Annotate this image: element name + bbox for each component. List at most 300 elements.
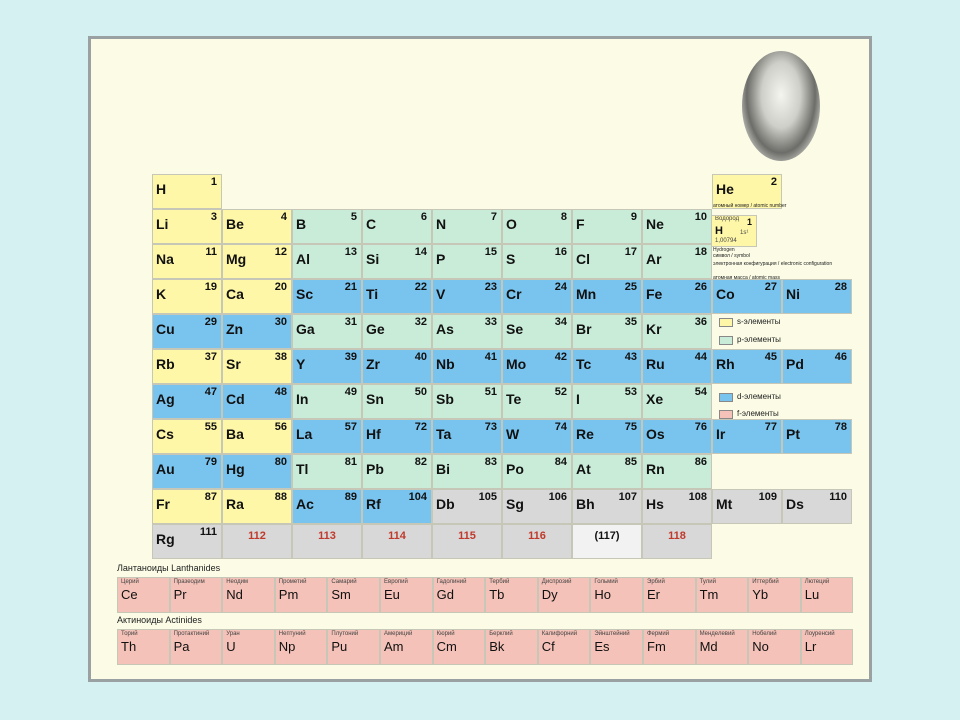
atomic-number: 33	[484, 316, 497, 328]
actinides-Th	[117, 629, 170, 665]
element-symbol: Es	[594, 639, 610, 654]
legend-label: p-элементы	[737, 335, 781, 344]
atomic-number: 109	[758, 491, 777, 503]
element-name: Самарий	[331, 579, 357, 585]
undiscovered-element-115	[432, 524, 502, 559]
atomic-number: 82	[414, 456, 427, 468]
atomic-number: 32	[414, 316, 427, 328]
element-symbol: Nb	[436, 356, 455, 372]
element-symbol: V	[436, 286, 446, 302]
element-Fe	[642, 279, 712, 314]
element-symbol: Cm	[436, 639, 457, 654]
element-symbol: Hg	[226, 461, 245, 477]
element-Mt	[712, 489, 782, 524]
lanthanides-Er	[643, 577, 696, 613]
element-symbol: Cr	[506, 286, 522, 302]
element-symbol: Se	[506, 321, 524, 337]
element-name: Европий	[384, 579, 408, 585]
legend-label: d-элементы	[737, 392, 781, 401]
lanthanides-Tb	[485, 577, 538, 613]
element-symbol: As	[436, 321, 454, 337]
atomic-number: 56	[274, 421, 287, 433]
element-symbol: Sr	[226, 356, 241, 372]
lanthanides-Dy	[538, 577, 591, 613]
lanthanides-label: Лантаноиды Lanthanides	[117, 563, 221, 573]
element-As	[432, 314, 502, 349]
atomic-number: 29	[204, 316, 217, 328]
element-B	[292, 209, 362, 244]
element-name: Празеодим	[173, 579, 205, 585]
atomic-number: 9	[630, 211, 637, 223]
element-Ti	[362, 279, 432, 314]
element-symbol: Zn	[226, 321, 244, 337]
element-symbol: At	[576, 461, 591, 477]
element-Ag	[152, 384, 222, 419]
atomic-number: 17	[624, 246, 637, 258]
element-name: Фермий	[647, 631, 670, 637]
atomic-number: 113	[318, 530, 336, 542]
element-symbol: Sm	[331, 587, 351, 602]
lanthanides-Ho	[590, 577, 643, 613]
element-symbol: Cu	[156, 321, 175, 337]
actinides-Cm	[433, 629, 486, 665]
legend-swatch	[719, 318, 733, 327]
element-symbol: Mo	[506, 356, 527, 372]
element-name: Кюрий	[436, 631, 455, 637]
element-symbol: Tl	[296, 461, 309, 477]
actinides-Np	[275, 629, 328, 665]
element-Mn	[572, 279, 642, 314]
element-symbol: Ne	[646, 216, 664, 232]
element-symbol: Cd	[226, 391, 245, 407]
lanthanides-Lu	[801, 577, 854, 613]
element-name: Гольмий	[594, 579, 618, 585]
undiscovered-element-113	[292, 524, 362, 559]
element-Mg	[222, 244, 292, 279]
element-Na	[152, 244, 222, 279]
element-symbol: Cs	[156, 426, 174, 442]
atomic-number: 37	[204, 351, 217, 363]
atomic-number: (117)	[594, 530, 620, 542]
element-name: Менделевий	[699, 631, 735, 637]
element-symbol: Br	[576, 321, 592, 337]
atomic-number: 13	[344, 246, 357, 258]
element-symbol: Pr	[173, 587, 187, 602]
element-Al	[292, 244, 362, 279]
element-name: Гадолиний	[436, 579, 467, 585]
atomic-number: 26	[694, 281, 707, 293]
atomic-number: 3	[210, 211, 217, 223]
element-symbol: Ce	[121, 587, 138, 602]
atomic-number: 115	[458, 530, 476, 542]
key-number: 1	[746, 217, 752, 227]
atomic-number: 54	[694, 386, 707, 398]
element-Se	[502, 314, 572, 349]
element-symbol: Re	[576, 426, 594, 442]
element-Rf	[362, 489, 432, 524]
element-symbol: Au	[156, 461, 175, 477]
element-symbol: Ba	[226, 426, 244, 442]
element-symbol: Cf	[541, 639, 555, 654]
actinides-Fm	[643, 629, 696, 665]
element-symbol: Pu	[331, 639, 348, 654]
atomic-number: 4	[280, 211, 287, 223]
atomic-number: 104	[408, 491, 427, 503]
element-symbol: No	[752, 639, 769, 654]
element-Sb	[432, 384, 502, 419]
atomic-number: 36	[694, 316, 707, 328]
key-name-en: Hydrogen	[713, 247, 735, 253]
mendeleev-portrait	[742, 51, 820, 161]
element-symbol: K	[156, 286, 167, 302]
key-label-symbol: символ / symbol	[713, 253, 750, 259]
element-name: Уран	[226, 631, 240, 637]
element-name: Берклий	[489, 631, 513, 637]
element-Au	[152, 454, 222, 489]
element-symbol: Ga	[296, 321, 315, 337]
element-I	[572, 384, 642, 419]
element-symbol: Sb	[436, 391, 454, 407]
element-symbol: Bh	[576, 496, 595, 512]
legend-label: f-элементы	[737, 409, 779, 418]
atomic-number: 14	[414, 246, 427, 258]
element-Tl	[292, 454, 362, 489]
element-Fr	[152, 489, 222, 524]
actinides-label: Актиноиды Actinides	[117, 615, 202, 625]
element-Bh	[572, 489, 642, 524]
element-Ar	[642, 244, 712, 279]
element-symbol: Be	[226, 216, 244, 232]
element-symbol: Lu	[804, 587, 820, 602]
element-symbol: B	[296, 216, 307, 232]
element-Mo	[502, 349, 572, 384]
element-Rh	[712, 349, 782, 384]
element-symbol: Rg	[156, 531, 175, 547]
element-symbol: Pb	[366, 461, 384, 477]
element-symbol: C	[366, 216, 377, 232]
atomic-number: 53	[624, 386, 637, 398]
element-name: Эйнштейний	[594, 631, 630, 637]
lanthanides-Pm	[275, 577, 328, 613]
atomic-number: 116	[528, 530, 546, 542]
element-symbol: Rf	[366, 496, 381, 512]
element-symbol: Rb	[156, 356, 175, 372]
element-symbol: Al	[296, 251, 310, 267]
element-name: Торий	[121, 631, 138, 637]
atomic-number: 49	[344, 386, 357, 398]
element-name: Лоуренсий	[804, 631, 835, 637]
element-Pd	[782, 349, 852, 384]
element-symbol: Pt	[786, 426, 800, 442]
atomic-number: 1	[210, 176, 217, 188]
atomic-number: 83	[484, 456, 497, 468]
element-symbol: Y	[296, 356, 306, 372]
atomic-number: 18	[694, 246, 707, 258]
element-symbol: Pm	[278, 587, 299, 602]
element-Os	[642, 419, 712, 454]
element-symbol: Eu	[384, 587, 400, 602]
atomic-number: 12	[274, 246, 287, 258]
element-symbol: Sc	[296, 286, 314, 302]
atomic-number: 111	[199, 526, 217, 538]
element-symbol: Mt	[716, 496, 733, 512]
element-Sg	[502, 489, 572, 524]
element-Ta	[432, 419, 502, 454]
element-symbol: Ir	[716, 426, 726, 442]
element-symbol: Xe	[646, 391, 664, 407]
lanthanides-Tm	[696, 577, 749, 613]
element-Rg	[152, 524, 222, 559]
element-symbol: Ho	[594, 587, 612, 602]
element-Te	[502, 384, 572, 419]
element-symbol: Am	[384, 639, 404, 654]
element-name: Калифорний	[541, 631, 578, 637]
element-symbol: Bk	[489, 639, 505, 654]
element-name: Америций	[384, 631, 413, 637]
element-symbol: Hf	[366, 426, 381, 442]
atomic-number: 15	[484, 246, 497, 258]
element-Ir	[712, 419, 782, 454]
atomic-number: 42	[554, 351, 567, 363]
element-Bi	[432, 454, 502, 489]
element-Ba	[222, 419, 292, 454]
element-Hs	[642, 489, 712, 524]
element-F	[572, 209, 642, 244]
atomic-number: 86	[694, 456, 707, 468]
element-symbol: Np	[278, 639, 296, 654]
legend-swatch	[719, 410, 733, 419]
element-P	[432, 244, 502, 279]
element-symbol: Ds	[786, 496, 804, 512]
undiscovered-element-116	[502, 524, 572, 559]
atomic-number: 6	[420, 211, 427, 223]
key-config: 1s¹	[740, 230, 749, 236]
atomic-number: 10	[694, 211, 707, 223]
key-symbol: H	[715, 225, 723, 237]
element-Ds	[782, 489, 852, 524]
element-symbol: Mn	[576, 286, 597, 302]
atomic-number: 20	[274, 281, 287, 293]
element-symbol: Ge	[366, 321, 385, 337]
element-Sc	[292, 279, 362, 314]
key-sample-cell	[711, 215, 757, 247]
atomic-number: 57	[344, 421, 357, 433]
element-Rb	[152, 349, 222, 384]
atomic-number: 51	[484, 386, 497, 398]
atomic-number: 31	[344, 316, 357, 328]
element-In	[292, 384, 362, 419]
element-H	[152, 174, 222, 209]
element-Re	[572, 419, 642, 454]
lanthanides-Pr	[170, 577, 223, 613]
element-symbol: N	[436, 216, 447, 232]
element-name: Прометий	[278, 579, 307, 585]
element-symbol: P	[436, 251, 446, 267]
actinides-No	[748, 629, 801, 665]
atomic-number: 118	[668, 530, 686, 542]
atomic-number: 38	[274, 351, 287, 363]
element-name: Церий	[121, 579, 139, 585]
element-Ge	[362, 314, 432, 349]
atomic-number: 75	[624, 421, 637, 433]
element-Hf	[362, 419, 432, 454]
atomic-number: 73	[484, 421, 497, 433]
element-C	[362, 209, 432, 244]
element-Sr	[222, 349, 292, 384]
atomic-number: 2	[770, 176, 777, 188]
element-Pt	[782, 419, 852, 454]
element-Si	[362, 244, 432, 279]
element-Hg	[222, 454, 292, 489]
actinides-Pu	[327, 629, 380, 665]
atomic-number: 45	[764, 351, 777, 363]
atomic-number: 30	[274, 316, 287, 328]
element-symbol: Sn	[366, 391, 384, 407]
key-label-mass: атомная масса / atomic mass	[713, 275, 780, 281]
element-Sn	[362, 384, 432, 419]
element-Cd	[222, 384, 292, 419]
element-Cl	[572, 244, 642, 279]
element-symbol: F	[576, 216, 585, 232]
element-Xe	[642, 384, 712, 419]
lanthanides-Eu	[380, 577, 433, 613]
actinides-U	[222, 629, 275, 665]
element-V	[432, 279, 502, 314]
atomic-number: 88	[274, 491, 287, 503]
atomic-number: 105	[478, 491, 497, 503]
element-Zn	[222, 314, 292, 349]
element-symbol: S	[506, 251, 516, 267]
legend-swatch	[719, 393, 733, 402]
atomic-number: 87	[204, 491, 217, 503]
element-W	[502, 419, 572, 454]
element-name: Нобелий	[752, 631, 777, 637]
element-symbol: Gd	[436, 587, 454, 602]
element-At	[572, 454, 642, 489]
element-Ga	[292, 314, 362, 349]
element-name: Иттербий	[752, 579, 779, 585]
atomic-number: 80	[274, 456, 287, 468]
undiscovered-element-(117)	[572, 524, 642, 559]
element-symbol: Md	[699, 639, 718, 654]
element-symbol: U	[226, 639, 236, 654]
element-name: Лютеций	[804, 579, 830, 585]
element-Co	[712, 279, 782, 314]
atomic-number: 43	[624, 351, 637, 363]
element-symbol: Rh	[716, 356, 735, 372]
element-symbol: Li	[156, 216, 169, 232]
actinides-Am	[380, 629, 433, 665]
actinides-Lr	[801, 629, 854, 665]
element-symbol: Ta	[436, 426, 452, 442]
element-symbol: Ru	[646, 356, 665, 372]
element-name: Нептуний	[278, 631, 306, 637]
element-symbol: Ac	[296, 496, 314, 512]
element-symbol: Hs	[646, 496, 664, 512]
atomic-number: 40	[414, 351, 427, 363]
atomic-number: 107	[618, 491, 637, 503]
element-Nb	[432, 349, 502, 384]
atomic-number: 85	[624, 456, 637, 468]
element-Db	[432, 489, 502, 524]
element-symbol: Dy	[541, 587, 558, 602]
periodic-table-poster	[88, 36, 872, 682]
atomic-number: 44	[694, 351, 707, 363]
atomic-number: 108	[688, 491, 707, 503]
key-mass: 1,00794	[715, 238, 737, 244]
element-symbol: Co	[716, 286, 735, 302]
atomic-number: 106	[548, 491, 567, 503]
atomic-number: 74	[554, 421, 567, 433]
element-Po	[502, 454, 572, 489]
element-symbol: W	[506, 426, 520, 442]
actinides-Pa	[170, 629, 223, 665]
element-name: Эрбий	[647, 579, 665, 585]
element-Ra	[222, 489, 292, 524]
atomic-number: 79	[204, 456, 217, 468]
element-name: Тулий	[699, 579, 716, 585]
element-Tc	[572, 349, 642, 384]
element-symbol: Os	[646, 426, 665, 442]
element-symbol: Zr	[366, 356, 380, 372]
element-symbol: Sg	[506, 496, 524, 512]
lanthanides-Ce	[117, 577, 170, 613]
element-symbol: Db	[436, 496, 455, 512]
element-symbol: Fm	[647, 639, 666, 654]
atomic-number: 11	[205, 246, 217, 258]
element-symbol: Si	[366, 251, 380, 267]
element-Kr	[642, 314, 712, 349]
atomic-number: 50	[414, 386, 427, 398]
atomic-number: 72	[414, 421, 427, 433]
atomic-number: 23	[484, 281, 497, 293]
element-symbol: Er	[647, 587, 660, 602]
legend-swatch	[719, 336, 733, 345]
element-name: Диспрозий	[541, 579, 572, 585]
atomic-number: 89	[344, 491, 357, 503]
element-Ru	[642, 349, 712, 384]
element-symbol: Bi	[436, 461, 450, 477]
atomic-number: 21	[344, 281, 357, 293]
element-symbol: Rn	[646, 461, 665, 477]
atomic-number: 5	[350, 211, 357, 223]
atomic-number: 110	[829, 491, 847, 503]
element-symbol: La	[296, 426, 313, 442]
element-symbol: Na	[156, 251, 174, 267]
atomic-number: 47	[204, 386, 217, 398]
key-label-atomic_number: атомный номер / atomic number	[713, 203, 787, 209]
element-symbol: Fe	[646, 286, 663, 302]
element-Zr	[362, 349, 432, 384]
element-symbol: Ra	[226, 496, 244, 512]
atomic-number: 46	[834, 351, 847, 363]
element-symbol: Ag	[156, 391, 175, 407]
element-symbol: Ti	[366, 286, 379, 302]
element-Ni	[782, 279, 852, 314]
element-Ne	[642, 209, 712, 244]
element-Cs	[152, 419, 222, 454]
element-Be	[222, 209, 292, 244]
atomic-number: 39	[344, 351, 357, 363]
actinides-Bk	[485, 629, 538, 665]
atomic-number: 78	[834, 421, 847, 433]
atomic-number: 7	[490, 211, 497, 223]
actinides-Md	[696, 629, 749, 665]
element-symbol: Po	[506, 461, 524, 477]
undiscovered-element-114	[362, 524, 432, 559]
atomic-number: 55	[204, 421, 217, 433]
atomic-number: 28	[834, 281, 847, 293]
